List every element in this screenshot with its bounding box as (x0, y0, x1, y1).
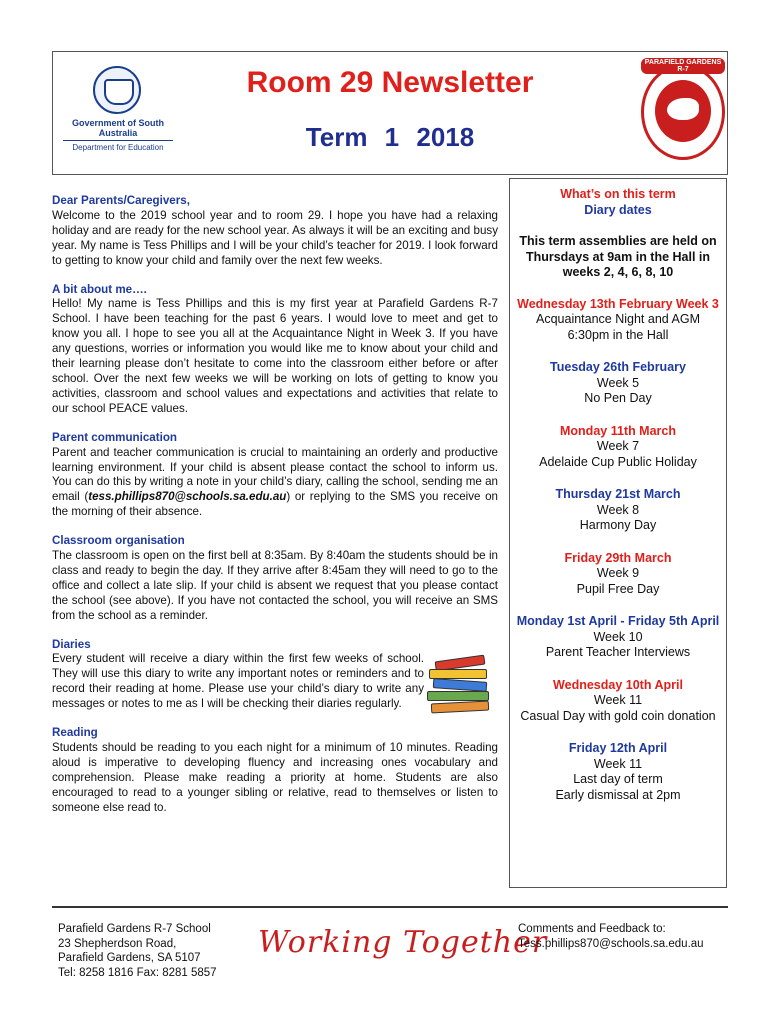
event-item (510, 614, 726, 661)
event-item (510, 297, 726, 344)
section-parent-communication (52, 431, 498, 520)
event-detail: Adelaide Cup Public Holiday (539, 454, 697, 469)
event-date: Thursday 21st March (555, 487, 681, 501)
section-body-text: Parent and teacher communication is crucial to maintaining an orderly and productive learning environment. If your child is absent please contact the school to inform us. You can do this by writing a note in your child’s diary, calling the school, sending me an email ( (52, 445, 498, 504)
section-heading: A bit about me…. (52, 282, 147, 296)
section-body-text: ) or replying to the SMS you receive on the morning of their absence. (52, 490, 498, 519)
event-item (510, 487, 726, 534)
diary-dates-sidebar (509, 178, 727, 888)
address-line: Tel: 8258 1816 Fax: 8281 5857 (58, 966, 217, 979)
event-detail: Week 11 (593, 756, 643, 771)
event-item (510, 424, 726, 471)
event-detail: Week 11 (593, 693, 643, 707)
event-item (510, 678, 726, 725)
event-item (510, 741, 726, 803)
section-heading: Classroom organisation (52, 534, 185, 548)
main-column (52, 194, 498, 830)
event-item (510, 360, 726, 407)
section-body: Hello! My name is Tess Phillips and this is my first year at Parafield Gardens R-7 School. I have been teaching for the past 6 years. I would love to meet and get to know you all. I hope to see you all at the Acquaintance Night in Week 3. If you have any questions, worries or information you would like me to know about your child and their learning please don’t hesitate to come into the classroom either before or after school. Over the next few weeks we will be working on lots of getting to know you activities, classroom and school values and expectations and activities that relate to our school PEACE values. (52, 297, 498, 415)
section-heading: Diaries (52, 637, 91, 651)
school-address (58, 922, 217, 980)
event-date: Friday 29th March (564, 550, 672, 565)
section-heading: Parent communication (52, 430, 177, 444)
section-body: The classroom is open on the first bell at 8:35am. By 8:40am the students should be in class and ready to begin the day. If they arrive after 8:45am they will need to go to the office and collect a late slip. If your child is absent we request that you please contact the school (see above). If you have not contacted the school, you will receive an SMS from the school as a reminder. (52, 549, 498, 622)
section-about-me (52, 283, 498, 417)
event-item (510, 551, 726, 598)
feedback-contact (518, 922, 704, 951)
section-body: Students should be reading to you each night for a minimum of 10 minutes. Reading aloud is imperative to developing fluency and increasing ones vocabulary and comprehension. Please make reading a priority at home. Students are also encouraged to read to a younger sibling or relative, read to themselves or listen to someone else read to. (52, 741, 498, 814)
footer-divider (52, 906, 728, 908)
event-date: Wednesday 13th February Week 3 (517, 296, 719, 311)
address-line: Parafield Gardens R-7 School (58, 923, 211, 935)
event-detail: Last day of term (573, 772, 663, 786)
books-icon (425, 656, 497, 720)
section-body (52, 446, 498, 521)
school-logo (641, 58, 725, 166)
event-date: Friday 12th April (568, 741, 668, 755)
section-diaries (52, 638, 498, 713)
event-date: Monday 11th March (560, 423, 676, 438)
event-detail: Pupil Free Day (576, 581, 660, 596)
dove-icon (655, 80, 711, 142)
event-detail: Casual Day with gold coin donation (520, 708, 716, 723)
assembly-note: This term assemblies are held on Thursdays at 9am in the Hall in weeks 2, 4, 6, 8, 10 (519, 234, 717, 279)
page-title: Room 29 Newsletter (246, 66, 534, 99)
section-heading: Dear Parents/Caregivers, (52, 194, 190, 207)
teacher-email-link[interactable]: tess.phillips870@schools.sa.edu.au (88, 490, 287, 504)
event-date: Tuesday 26th February (550, 360, 686, 374)
sidebar-subheading: Diary dates (584, 202, 652, 217)
school-logo-name: PARAFIELD GARDENS R-7 (641, 58, 725, 74)
event-detail: Week 5 (596, 375, 640, 390)
event-detail: Week 8 (596, 502, 640, 517)
newsletter-header (52, 51, 728, 175)
event-date: Wednesday 10th April (553, 677, 683, 692)
event-detail: Parent Teacher Interviews (545, 645, 691, 659)
section-body: Welcome to the 2019 school year and to room 29. I hope you have had a relaxing holiday and are ready for the new school year. As always it will be an exciting and busy year. My name is Tess Phillips and I will be your child’s teacher for 2019. I look forward to getting to know your child and family over the next few weeks. (52, 208, 498, 267)
event-detail: 6:30pm in the Hall (567, 327, 669, 342)
event-detail: Acquaintance Night and AGM (536, 312, 700, 326)
event-date: Monday 1st April - Friday 5th April (516, 614, 720, 628)
page-subtitle: Term 1 2018 (305, 122, 475, 152)
slogan: Working Together (258, 925, 548, 960)
address-line: 23 Shepherdson Road, (58, 937, 177, 950)
address-line: Parafield Gardens, SA 5107 (58, 952, 201, 964)
feedback-email-link[interactable]: Tess.phillips870@schools.sa.edu.au (518, 937, 704, 950)
event-detail: No Pen Day (584, 391, 652, 405)
section-classroom-organisation (52, 534, 498, 623)
government-logo-text: Government of South Australia (72, 118, 164, 138)
event-detail: Week 7 (596, 439, 640, 453)
section-welcome (52, 194, 498, 269)
section-heading: Reading (52, 726, 98, 740)
event-detail: Harmony Day (579, 518, 657, 532)
event-detail: Early dismissal at 2pm (555, 787, 681, 802)
event-detail: Week 9 (596, 566, 640, 580)
event-list (510, 297, 726, 804)
section-reading (52, 726, 498, 815)
event-detail: Week 10 (593, 629, 643, 644)
section-body: Every student will receive a diary within the first few weeks of school. They will use this diary to write any important notes or reminders and to record their reading at home. Please use your child’s diary to write any messages or notes to me as I will be checking their diaries regularly. (52, 652, 424, 711)
feedback-label: Comments and Feedback to: (518, 923, 666, 935)
department-text: Department for Education (63, 140, 173, 152)
sidebar-heading: What’s on this term (560, 187, 676, 201)
